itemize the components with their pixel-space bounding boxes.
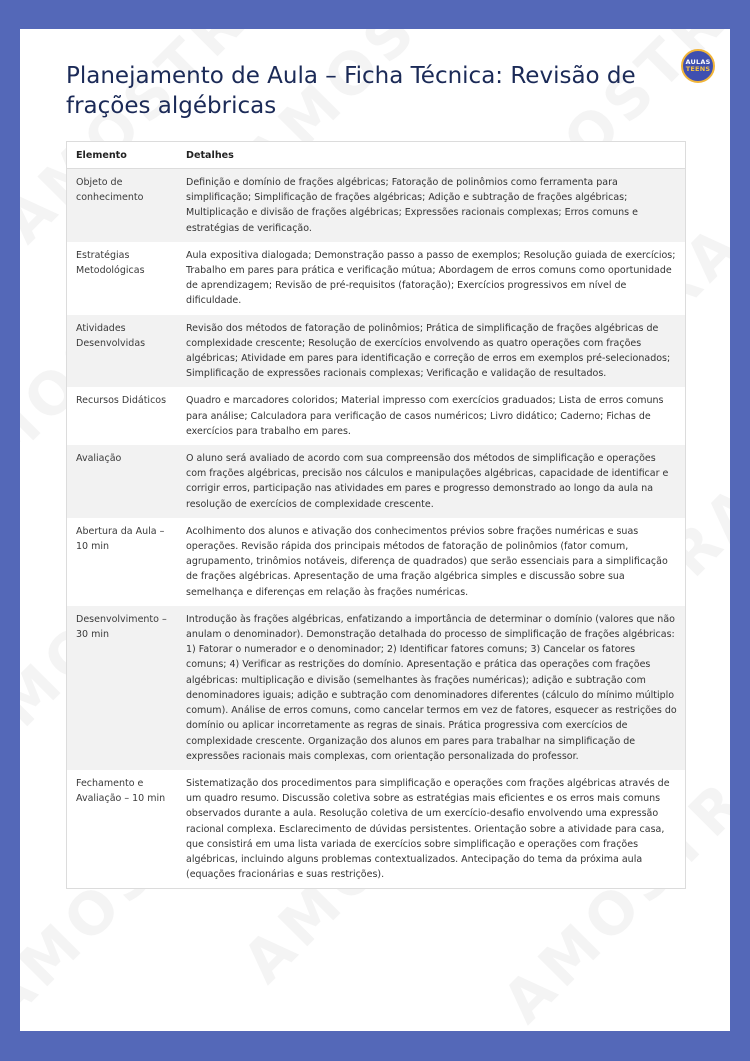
row-detalhes: Introdução às frações algébricas, enfatizando a importância de determinar o domínio (valores que não anulam o denominador). Demonstração detalhada do processo de simplificação de frações algébricas: 1) Fatorar o numerador e o denominador; 2) Identificar fatores comuns; 3) Cancelar os fatores comuns; 4) Verificar as restrições do domínio. Apresentação e prática das operações com frações algébricas: multiplicação e divisão (semelhantes às frações numéricas); adição e subtração com denominadores iguais; adição e subtração com denominadores diferentes (cálculo do mínimo múltiplo comum). Análise de erros comuns, como cancelar termos em vez de fatores, esquecer as restrições do domínio ou aplicar incorretamente as regras de sinais. Prática progressiva com exercícios de complexidade crescente. Organização dos alunos em pares para trabalhar na simplificação de expressões racionais mais complexas, com orientação personalizada do professor. [177, 606, 685, 770]
table-row [67, 606, 685, 770]
header-elemento: Elemento [67, 142, 177, 169]
row-detalhes: Revisão dos métodos de fatoração de polinômios; Prática de simplificação de frações algébricas de complexidade crescente; Resolução de exercícios envolvendo as quatro operações com frações algébricas; Atividade em pares para identificação e correção de erros em exemplos pré-selecionados; Simplificação de expressões racionais complexas; Verificação e validação de resultados. [177, 315, 685, 388]
table-row [67, 387, 685, 445]
logo-line-2: TEENS [685, 65, 711, 73]
header-detalhes: Detalhes [177, 142, 685, 169]
row-elemento: Fechamento e Avaliação – 10 min [67, 770, 177, 888]
row-elemento: Avaliação [67, 445, 177, 518]
table-row [67, 518, 685, 606]
table-row [67, 242, 685, 315]
logo-line-1: AULAS [685, 58, 711, 66]
row-detalhes: Acolhimento dos alunos e ativação dos conhecimentos prévios sobre frações numéricas e suas operações. Revisão rápida dos principais métodos de fatoração de polinômios (fator comum, agrupamento, trinômios notáveis, diferença de quadrados) que serão essenciais para a simplificação de frações algébricas. Apresentação de uma fração algébrica simples e discussão sobre sua semelhança e diferenças em relação às frações numéricas. [177, 518, 685, 606]
row-detalhes: Definição e domínio de frações algébricas; Fatoração de polinômios como ferramenta para simplificação; Simplificação de frações algébricas; Adição e subtração de frações algébricas; Multiplicação e divisão de frações algébricas; Expressões racionais complexas; Erros comuns e estratégias de verificação. [177, 169, 685, 242]
row-elemento: Estratégias Metodológicas [67, 242, 177, 315]
lesson-plan-table [66, 141, 686, 889]
row-detalhes: O aluno será avaliado de acordo com sua compreensão dos métodos de simplificação e operações com frações algébricas, precisão nos cálculos e manipulações algébricas, capacidade de identificar e corrigir erros, participação nas atividades em pares e progresso demonstrado ao longo da aula na resolução de exercícios de complexidade crescente. [177, 445, 685, 518]
row-elemento: Abertura da Aula – 10 min [67, 518, 177, 606]
row-elemento: Atividades Desenvolvidas [67, 315, 177, 388]
brand-logo [681, 49, 715, 83]
page-title: Planejamento de Aula – Ficha Técnica: Revisão de frações algébricas [66, 63, 636, 119]
row-detalhes: Quadro e marcadores coloridos; Material impresso com exercícios graduados; Lista de erros comuns para análise; Calculadora para verificação de casos numéricos; Livro didático; Caderno; Fichas de exercícios para trabalho em pares. [177, 387, 685, 445]
table-row [67, 770, 685, 888]
table-row [67, 445, 685, 518]
table-row [67, 315, 685, 388]
document-page [20, 29, 730, 1031]
row-detalhes: Aula expositiva dialogada; Demonstração passo a passo de exemplos; Resolução guiada de exercícios; Trabalho em pares para prática e verificação mútua; Abordagem de erros comuns como oportunidade de aprendizagem; Revisão de pré-requisitos (fatoração); Exercícios progressivos em nível de dificuldade. [177, 242, 685, 315]
table-header-row [67, 142, 685, 169]
table-row [67, 169, 685, 242]
row-elemento: Recursos Didáticos [67, 387, 177, 445]
row-elemento: Objeto de conhecimento [67, 169, 177, 242]
row-elemento: Desenvolvimento – 30 min [67, 606, 177, 770]
row-detalhes: Sistematização dos procedimentos para simplificação e operações com frações algébricas através de um quadro resumo. Discussão coletiva sobre as estratégias mais eficientes e os erros mais comuns observados durante a aula. Resolução coletiva de um exercício-desafio envolvendo uma expressão racional complexa. Esclarecimento de dúvidas persistentes. Orientação sobre a atividade para casa, que consistirá em uma lista variada de exercícios sobre simplificação e operações com frações algébricas, incluindo alguns problemas contextualizados. Antecipação do tema da próxima aula (equações fracionárias e suas restrições). [177, 770, 685, 888]
